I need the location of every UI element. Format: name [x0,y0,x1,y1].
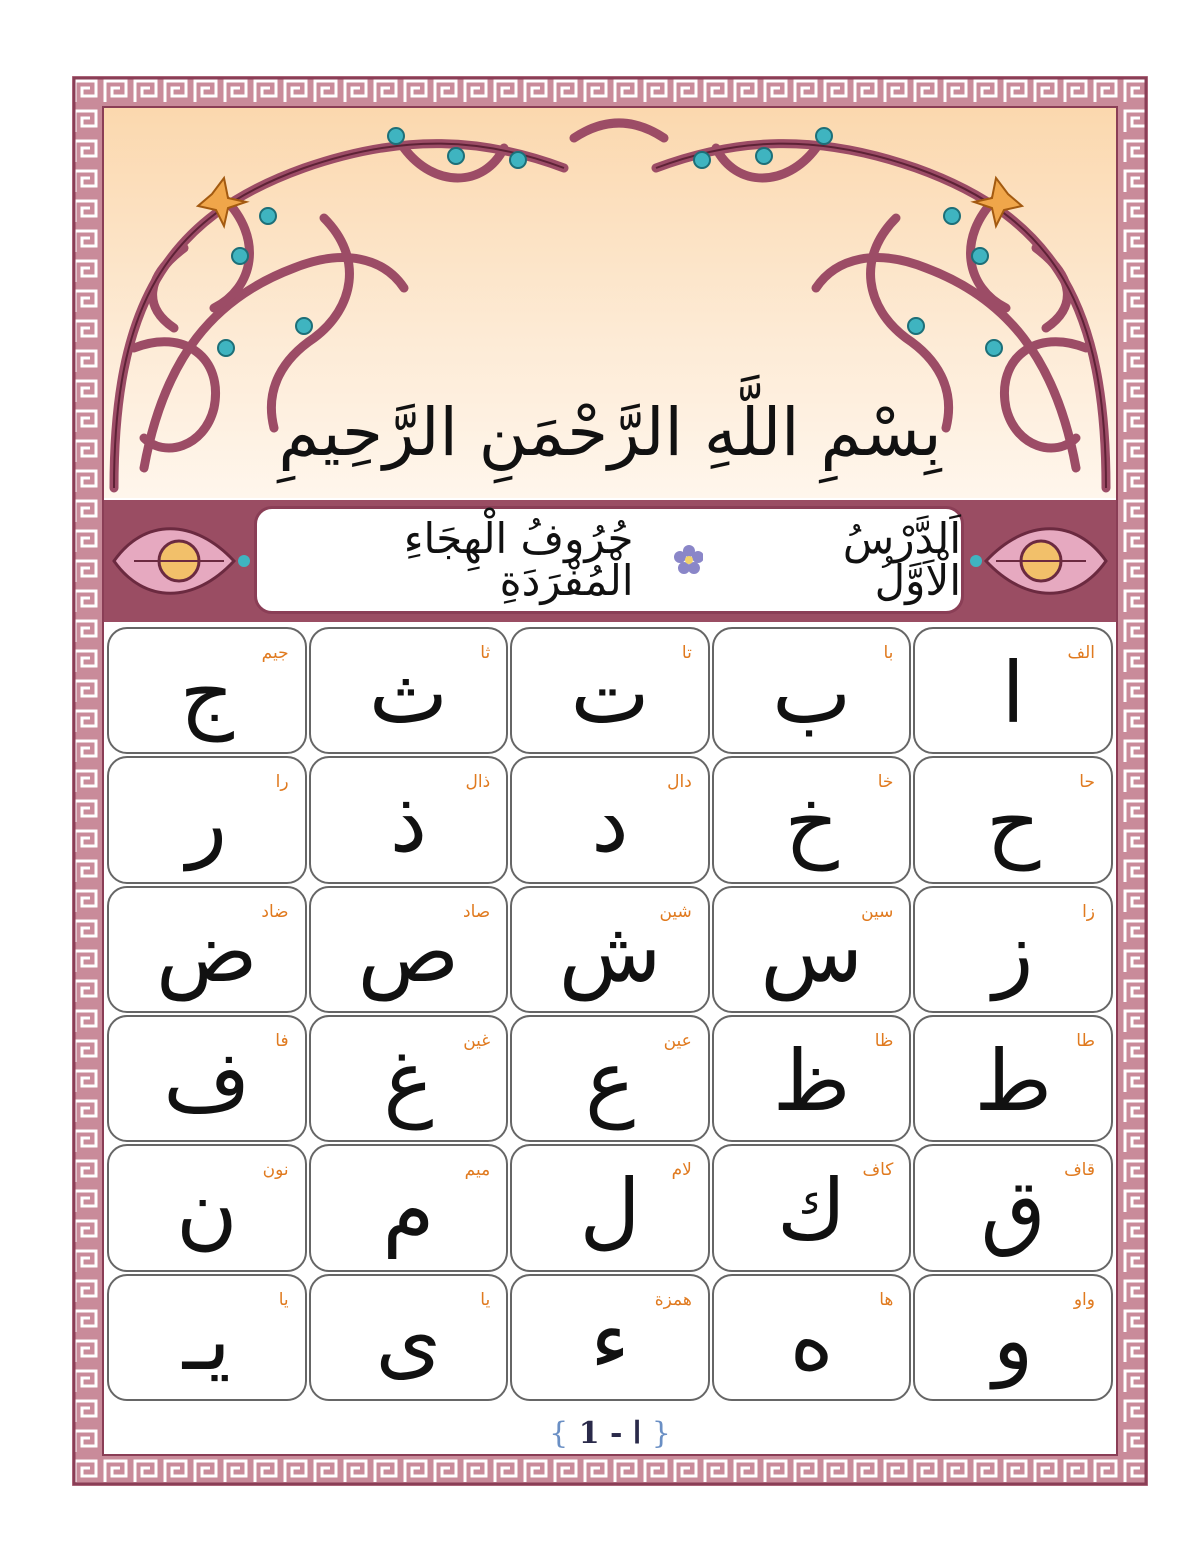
letter-card [913,627,1113,754]
letter-glyph: ه [789,1290,834,1389]
letter-glyph: ج [179,644,234,742]
letter-glyph: ن [175,1161,238,1260]
letter-glyph: خ [784,773,839,872]
letter-glyph: م [382,1161,435,1260]
letter-glyph: ح [986,773,1041,872]
basmala: بِسْمِ اللَّهِ الرَّحْمَنِ الرَّحِيمِ [278,394,942,471]
letter-card [107,1015,307,1142]
letter-glyph: ب [772,644,852,742]
letter-name: واو [1073,1289,1095,1310]
letter-card [712,1015,912,1142]
letter-card [107,627,307,754]
letter-name: كاف [862,1160,894,1181]
page-number [104,1414,1116,1454]
letter-grid [106,626,1114,1402]
letter-card [712,1274,912,1401]
letter-card [309,1015,509,1142]
letter-glyph: ز [992,902,1034,1001]
letter-card [309,1144,509,1271]
letter-name: جيم [261,643,289,663]
letter-glyph: ذ [389,773,428,872]
letter-name: تا [681,643,692,663]
letter-card [712,886,912,1013]
letter-name: ذال [465,772,491,793]
letter-name: طا [1076,1030,1095,1051]
letter-name: حا [1079,772,1095,793]
letter-card [510,886,710,1013]
letter-card [510,1015,710,1142]
letter-glyph: ل [579,1161,641,1260]
letter-glyph: ص [357,902,460,1001]
letter-card [107,756,307,883]
letter-card [712,756,912,883]
page-frame [72,76,1148,1486]
letter-name: شين [659,901,692,922]
page-number-open-brace: { [549,1416,569,1451]
letter-card [510,756,710,883]
letter-card [913,886,1113,1013]
lesson-subtitle: حُرُوفُ الْهِجَاءِ الْمُفْرَدَةِ [403,514,634,605]
letter-name: زا [1082,901,1095,922]
letter-card [107,1274,307,1401]
letter-name: عين [663,1030,692,1051]
letter-name: لام [671,1160,692,1181]
letter-name: ضاد [261,901,289,922]
letter-glyph: ث [368,644,448,742]
letter-name: ميم [464,1160,491,1181]
letter-name: با [883,643,894,663]
letter-card [510,627,710,754]
page-number-text: ا - 1 [578,1416,642,1451]
letter-glyph: ط [974,1031,1053,1130]
letter-name: الف [1067,643,1095,663]
letter-glyph: س [760,902,863,1001]
lesson-band [104,500,1116,622]
letter-glyph: ا [1001,644,1025,742]
letter-glyph: د [591,773,629,872]
letter-card [309,1274,509,1401]
letter-card [712,1144,912,1271]
letter-glyph: و [992,1290,1034,1389]
flower-icon [674,545,704,575]
letter-card [309,627,509,754]
letter-name: قاف [1064,1160,1095,1181]
page-number-close-brace: } [651,1416,671,1451]
letter-name: دال [667,772,692,793]
letter-glyph: ض [156,902,258,1001]
page-inner [102,106,1118,1456]
letter-name: ها [879,1289,894,1310]
lesson-title-box [254,506,964,614]
letter-card [913,1015,1113,1142]
letter-glyph: يـ [182,1290,231,1389]
letter-name: خا [877,772,894,793]
letter-name: نون [262,1160,289,1181]
letter-card [510,1274,710,1401]
letter-name: را [275,772,289,793]
letter-name: ثا [480,643,491,663]
letter-glyph: ظ [772,1031,851,1130]
letter-card [510,1144,710,1271]
letter-card [913,1144,1113,1271]
letter-card [107,886,307,1013]
letter-name: فا [275,1030,289,1051]
letter-glyph: ش [558,902,662,1001]
letter-glyph: ء [590,1290,630,1389]
letter-name: ظا [874,1030,894,1051]
band-ornament-right [966,508,1116,614]
letter-glyph: ف [163,1031,251,1130]
letter-glyph: ر [186,773,228,872]
letter-card [913,1274,1113,1401]
letter-glyph: ى [375,1290,442,1389]
header-arch [104,108,1116,498]
letter-name: يا [278,1289,289,1310]
letter-name: همزة [654,1289,692,1310]
letter-glyph: ت [570,644,650,742]
letter-name: يا [480,1289,491,1310]
letter-glyph: ك [776,1161,847,1260]
letter-glyph: ع [584,1031,636,1130]
letter-name: غين [463,1030,491,1051]
letter-glyph: ق [980,1161,1046,1260]
letter-name: سين [861,901,894,922]
letter-card [712,627,912,754]
letter-card [309,756,509,883]
letter-glyph: غ [383,1031,434,1130]
letter-card [913,756,1113,883]
letter-card [309,886,509,1013]
letter-card [107,1144,307,1271]
lesson-title: اَلدَّرْسُ الْاَوَّلُ [842,514,961,605]
band-ornament-left [104,508,254,614]
letter-name: صاد [463,901,491,922]
